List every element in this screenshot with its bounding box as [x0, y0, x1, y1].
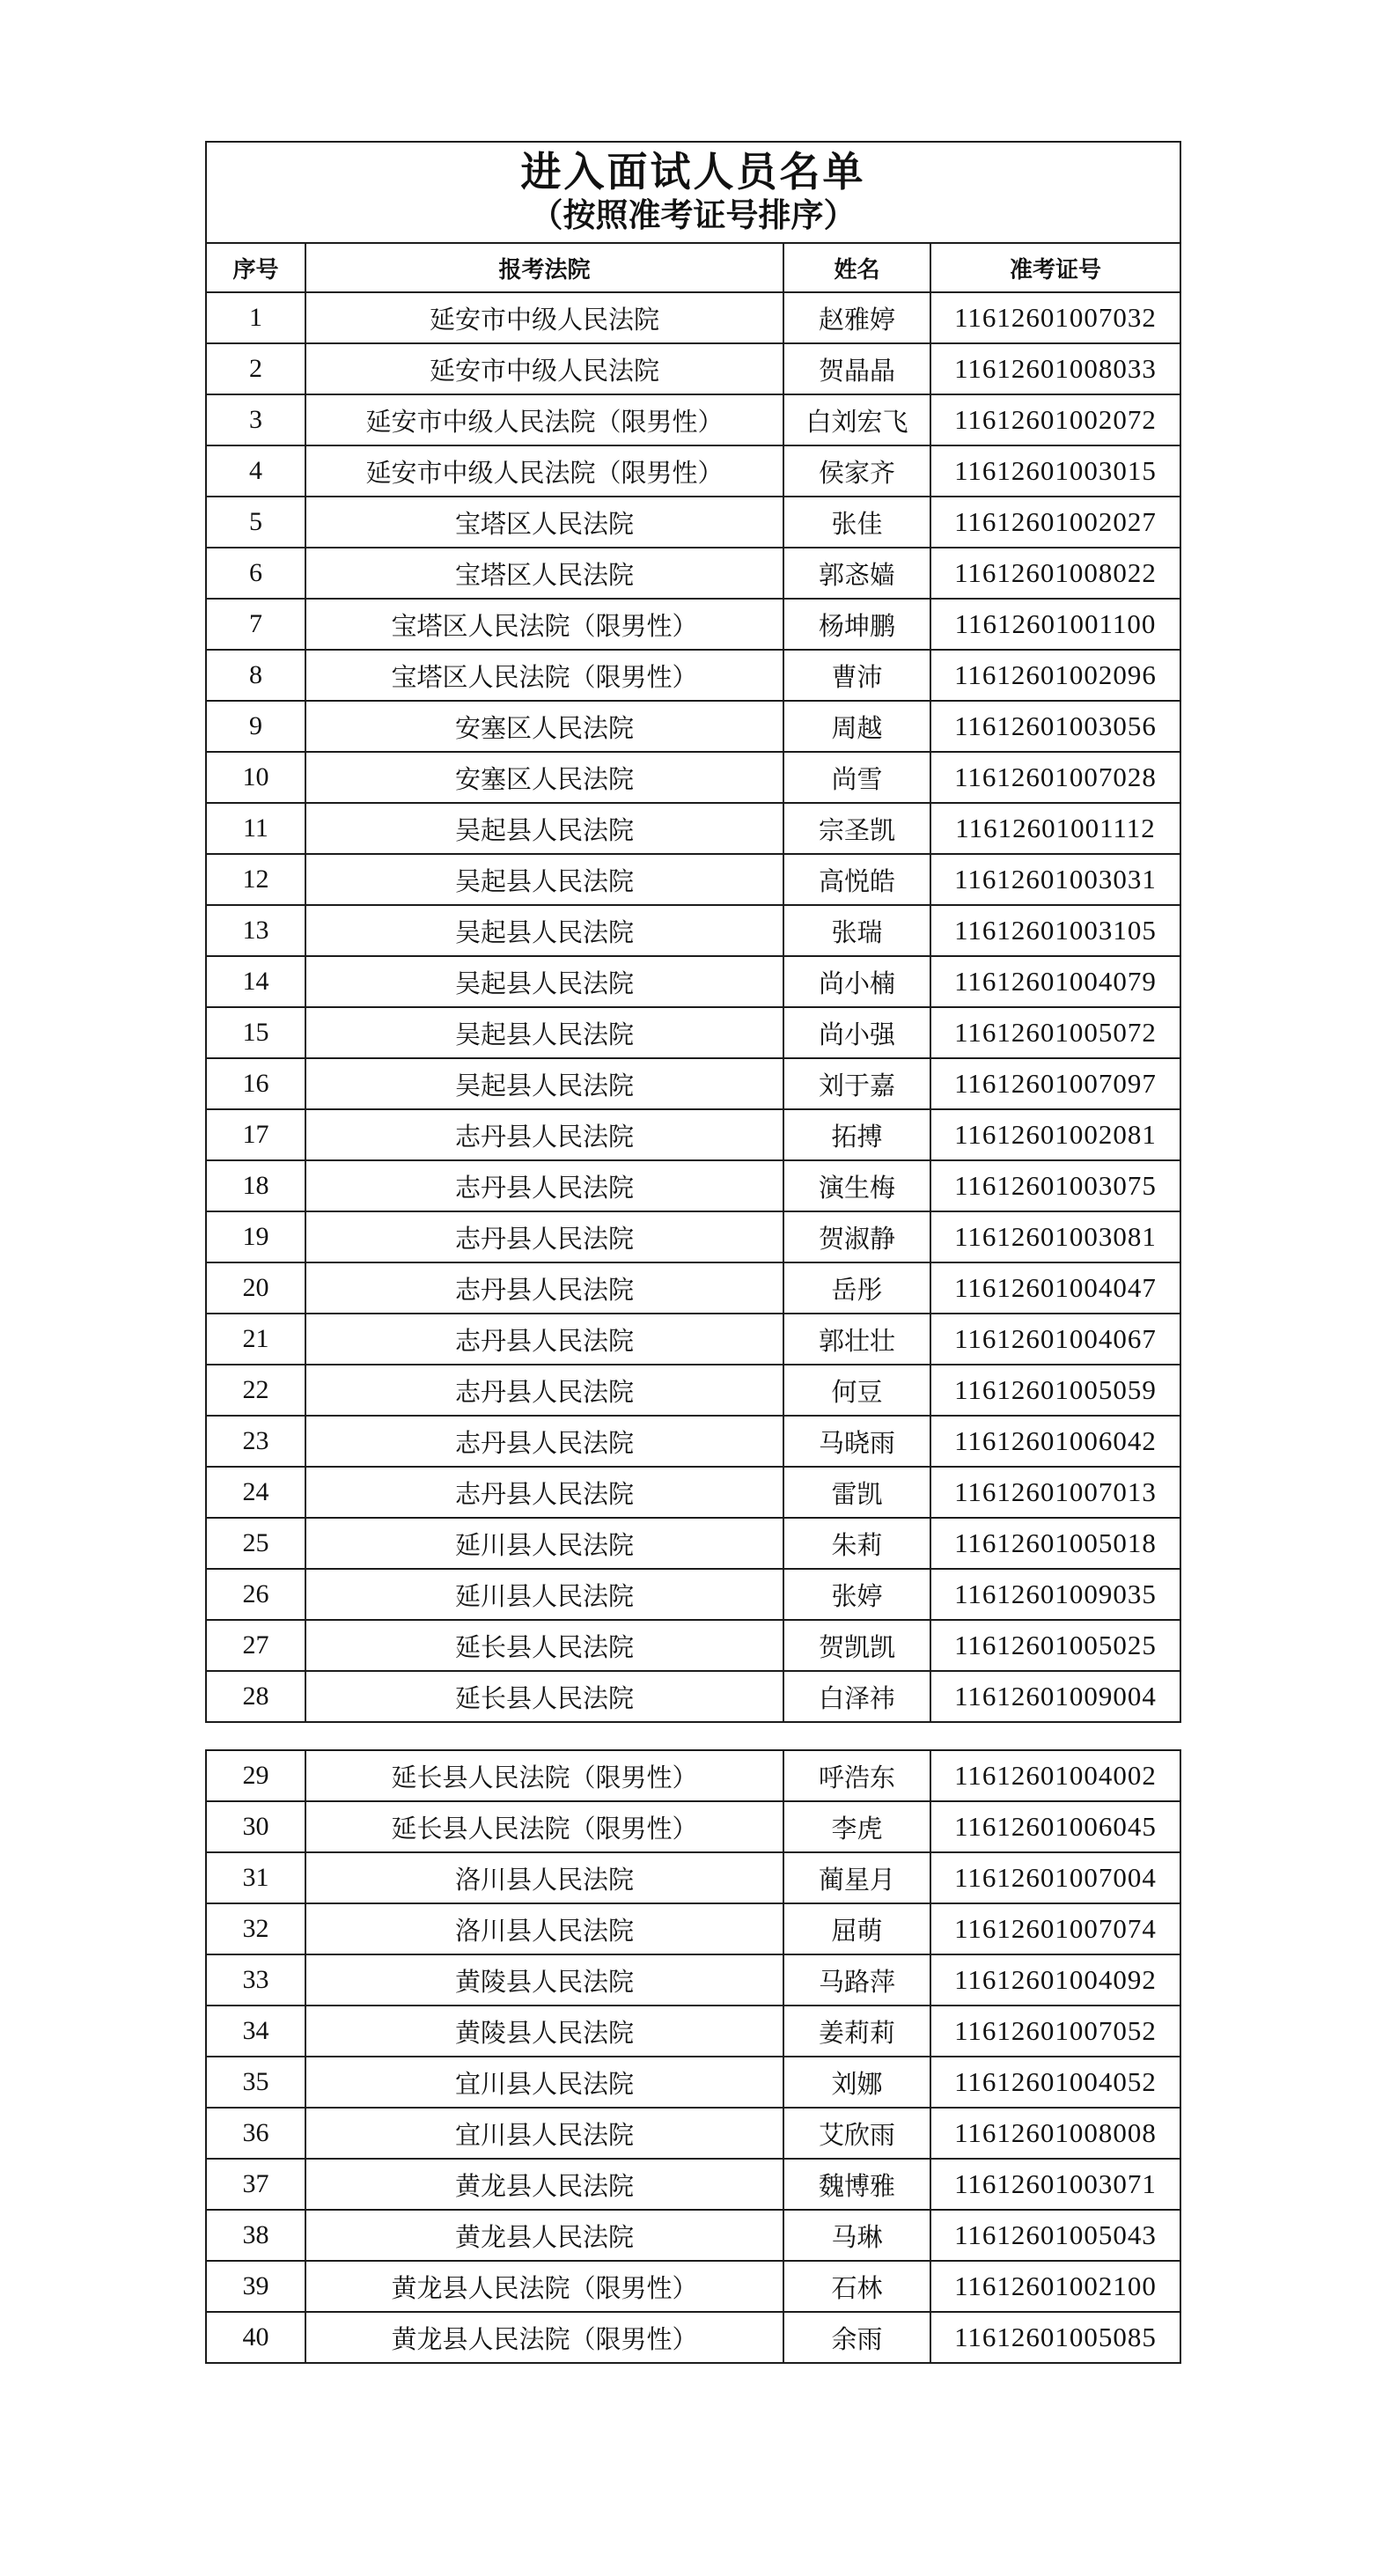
row-ticket-cell: 11612601001112 — [930, 803, 1180, 854]
row-court-cell: 黄龙县人民法院 — [305, 2159, 783, 2210]
interview-table-part-2 — [205, 1749, 1181, 2364]
row-court-cell: 黄龙县人民法院（限男性） — [305, 2261, 783, 2312]
row-ticket-cell: 11612601006045 — [930, 1801, 1180, 1852]
row-name-cell: 余雨 — [783, 2312, 930, 2363]
column-header-name: 姓名 — [783, 243, 930, 292]
row-name-cell: 拓搏 — [783, 1109, 930, 1160]
row-seq-cell: 36 — [206, 2108, 305, 2159]
row-ticket-cell: 11612601004052 — [930, 2057, 1180, 2108]
row-ticket-cell: 11612601007032 — [930, 292, 1180, 343]
row-seq-cell: 11 — [206, 803, 305, 854]
row-seq-cell: 15 — [206, 1007, 305, 1058]
row-court-cell: 吴起县人民法院 — [305, 1058, 783, 1109]
row-seq-cell: 1 — [206, 292, 305, 343]
row-court-cell: 志丹县人民法院 — [305, 1262, 783, 1314]
table-row — [206, 1620, 1180, 1671]
table-row — [206, 2057, 1180, 2108]
row-seq-cell: 35 — [206, 2057, 305, 2108]
row-name-cell: 马晓雨 — [783, 1416, 930, 1467]
row-seq-cell: 30 — [206, 1801, 305, 1852]
row-name-cell: 贺凯凯 — [783, 1620, 930, 1671]
row-court-cell: 志丹县人民法院 — [305, 1160, 783, 1211]
row-name-cell: 高悦皓 — [783, 854, 930, 905]
row-court-cell: 安塞区人民法院 — [305, 701, 783, 752]
table-row — [206, 701, 1180, 752]
table-row — [206, 394, 1180, 445]
row-court-cell: 志丹县人民法院 — [305, 1109, 783, 1160]
row-ticket-cell: 11612601003031 — [930, 854, 1180, 905]
row-court-cell: 洛川县人民法院 — [305, 1852, 783, 1903]
page-title: 进入面试人员名单 — [520, 149, 866, 195]
row-ticket-cell: 11612601004079 — [930, 956, 1180, 1007]
row-name-cell: 马路萍 — [783, 1954, 930, 2006]
table-row — [206, 1007, 1180, 1058]
row-ticket-cell: 11612601003071 — [930, 2159, 1180, 2210]
table-row — [206, 905, 1180, 956]
row-court-cell: 延长县人民法院 — [305, 1671, 783, 1722]
row-court-cell: 宜川县人民法院 — [305, 2057, 783, 2108]
title-row — [206, 142, 1180, 243]
page-subtitle: （按照准考证号排序） — [530, 197, 857, 234]
row-court-cell: 黄龙县人民法院（限男性） — [305, 2312, 783, 2363]
row-court-cell: 吴起县人民法院 — [305, 803, 783, 854]
row-ticket-cell: 11612601002027 — [930, 497, 1180, 548]
row-ticket-cell: 11612601004047 — [930, 1262, 1180, 1314]
row-name-cell: 屈萌 — [783, 1903, 930, 1954]
row-name-cell: 张婷 — [783, 1569, 930, 1620]
row-name-cell: 白泽祎 — [783, 1671, 930, 1722]
row-name-cell: 贺晶晶 — [783, 343, 930, 394]
table-row — [206, 1801, 1180, 1852]
row-name-cell: 赵雅婷 — [783, 292, 930, 343]
row-seq-cell: 37 — [206, 2159, 305, 2210]
row-seq-cell: 12 — [206, 854, 305, 905]
table-row — [206, 956, 1180, 1007]
row-ticket-cell: 11612601009004 — [930, 1671, 1180, 1722]
row-seq-cell: 19 — [206, 1211, 305, 1262]
row-ticket-cell: 11612601008008 — [930, 2108, 1180, 2159]
row-court-cell: 志丹县人民法院 — [305, 1365, 783, 1416]
interview-table-part-1 — [205, 141, 1181, 1723]
row-court-cell: 延川县人民法院 — [305, 1518, 783, 1569]
row-ticket-cell: 11612601007097 — [930, 1058, 1180, 1109]
row-seq-cell: 17 — [206, 1109, 305, 1160]
row-name-cell: 郭壮壮 — [783, 1314, 930, 1365]
interview-list — [205, 141, 1180, 2364]
row-seq-cell: 16 — [206, 1058, 305, 1109]
row-name-cell: 魏博雅 — [783, 2159, 930, 2210]
row-seq-cell: 3 — [206, 394, 305, 445]
row-seq-cell: 26 — [206, 1569, 305, 1620]
row-name-cell: 石林 — [783, 2261, 930, 2312]
table-row — [206, 2006, 1180, 2057]
table-row — [206, 1671, 1180, 1722]
table-row — [206, 1160, 1180, 1211]
row-court-cell: 延长县人民法院（限男性） — [305, 1801, 783, 1852]
row-seq-cell: 31 — [206, 1852, 305, 1903]
row-court-cell: 延长县人民法院 — [305, 1620, 783, 1671]
row-seq-cell: 39 — [206, 2261, 305, 2312]
row-name-cell: 杨坤鹏 — [783, 599, 930, 650]
row-name-cell: 岳彤 — [783, 1262, 930, 1314]
row-court-cell: 宝塔区人民法院（限男性） — [305, 650, 783, 701]
row-ticket-cell: 11612601007052 — [930, 2006, 1180, 2057]
row-ticket-cell: 11612601003075 — [930, 1160, 1180, 1211]
table-row — [206, 752, 1180, 803]
row-name-cell: 尚雪 — [783, 752, 930, 803]
row-seq-cell: 4 — [206, 445, 305, 497]
table-row — [206, 548, 1180, 599]
row-ticket-cell: 11612601008033 — [930, 343, 1180, 394]
table-row — [206, 1852, 1180, 1903]
row-court-cell: 延长县人民法院（限男性） — [305, 1750, 783, 1801]
row-name-cell: 张佳 — [783, 497, 930, 548]
row-ticket-cell: 11612601007013 — [930, 1467, 1180, 1518]
row-court-cell: 延安市中级人民法院（限男性） — [305, 394, 783, 445]
row-seq-cell: 10 — [206, 752, 305, 803]
row-court-cell: 吴起县人民法院 — [305, 854, 783, 905]
row-court-cell: 延安市中级人民法院 — [305, 343, 783, 394]
row-seq-cell: 38 — [206, 2210, 305, 2261]
row-ticket-cell: 11612601001100 — [930, 599, 1180, 650]
row-name-cell: 刘于嘉 — [783, 1058, 930, 1109]
row-ticket-cell: 11612601005085 — [930, 2312, 1180, 2363]
table-row — [206, 1365, 1180, 1416]
row-name-cell: 艾欣雨 — [783, 2108, 930, 2159]
row-seq-cell: 34 — [206, 2006, 305, 2057]
row-seq-cell: 23 — [206, 1416, 305, 1467]
table-row — [206, 2159, 1180, 2210]
row-name-cell: 蔺星月 — [783, 1852, 930, 1903]
table-row — [206, 2210, 1180, 2261]
row-court-cell: 延川县人民法院 — [305, 1569, 783, 1620]
row-ticket-cell: 11612601003081 — [930, 1211, 1180, 1262]
row-name-cell: 雷凯 — [783, 1467, 930, 1518]
row-name-cell: 白刘宏飞 — [783, 394, 930, 445]
row-ticket-cell: 11612601002072 — [930, 394, 1180, 445]
row-ticket-cell: 11612601005059 — [930, 1365, 1180, 1416]
row-seq-cell: 22 — [206, 1365, 305, 1416]
row-name-cell: 尚小强 — [783, 1007, 930, 1058]
table-row — [206, 2108, 1180, 2159]
table-row — [206, 1903, 1180, 1954]
row-seq-cell: 6 — [206, 548, 305, 599]
row-court-cell: 宝塔区人民法院 — [305, 548, 783, 599]
row-seq-cell: 21 — [206, 1314, 305, 1365]
table-row — [206, 292, 1180, 343]
table-row — [206, 2261, 1180, 2312]
row-seq-cell: 2 — [206, 343, 305, 394]
row-name-cell: 呼浩东 — [783, 1750, 930, 1801]
row-name-cell: 张瑞 — [783, 905, 930, 956]
table-row — [206, 445, 1180, 497]
row-name-cell: 曹沛 — [783, 650, 930, 701]
row-ticket-cell: 11612601004067 — [930, 1314, 1180, 1365]
table-title-cell — [206, 142, 1180, 243]
row-ticket-cell: 11612601004092 — [930, 1954, 1180, 2006]
row-seq-cell: 13 — [206, 905, 305, 956]
row-name-cell: 姜莉莉 — [783, 2006, 930, 2057]
row-seq-cell: 28 — [206, 1671, 305, 1722]
table-row — [206, 1262, 1180, 1314]
row-ticket-cell: 11612601008022 — [930, 548, 1180, 599]
table-row — [206, 1518, 1180, 1569]
table-row — [206, 2312, 1180, 2363]
row-court-cell: 宝塔区人民法院 — [305, 497, 783, 548]
row-name-cell: 何豆 — [783, 1365, 930, 1416]
row-court-cell: 志丹县人民法院 — [305, 1314, 783, 1365]
row-seq-cell: 9 — [206, 701, 305, 752]
row-ticket-cell: 11612601007004 — [930, 1852, 1180, 1903]
row-seq-cell: 33 — [206, 1954, 305, 2006]
table-row — [206, 650, 1180, 701]
table-row — [206, 1569, 1180, 1620]
table-row — [206, 1416, 1180, 1467]
row-court-cell: 志丹县人民法院 — [305, 1467, 783, 1518]
row-seq-cell: 32 — [206, 1903, 305, 1954]
table-row — [206, 854, 1180, 905]
row-ticket-cell: 11612601003056 — [930, 701, 1180, 752]
table-row — [206, 343, 1180, 394]
row-court-cell: 吴起县人民法院 — [305, 956, 783, 1007]
row-court-cell: 志丹县人民法院 — [305, 1211, 783, 1262]
column-header-ticket: 准考证号 — [930, 243, 1180, 292]
row-name-cell: 演生梅 — [783, 1160, 930, 1211]
row-court-cell: 吴起县人民法院 — [305, 1007, 783, 1058]
row-name-cell: 尚小楠 — [783, 956, 930, 1007]
row-name-cell: 朱莉 — [783, 1518, 930, 1569]
row-ticket-cell: 11612601002096 — [930, 650, 1180, 701]
row-seq-cell: 20 — [206, 1262, 305, 1314]
row-name-cell: 刘娜 — [783, 2057, 930, 2108]
row-court-cell: 志丹县人民法院 — [305, 1416, 783, 1467]
row-name-cell: 侯家齐 — [783, 445, 930, 497]
row-ticket-cell: 11612601006042 — [930, 1416, 1180, 1467]
column-header-court: 报考法院 — [305, 243, 783, 292]
table-row — [206, 1467, 1180, 1518]
row-name-cell: 贺淑静 — [783, 1211, 930, 1262]
row-ticket-cell: 11612601002081 — [930, 1109, 1180, 1160]
row-ticket-cell: 11612601002100 — [930, 2261, 1180, 2312]
row-ticket-cell: 11612601004002 — [930, 1750, 1180, 1801]
table-row — [206, 1211, 1180, 1262]
row-ticket-cell: 11612601009035 — [930, 1569, 1180, 1620]
row-ticket-cell: 11612601003015 — [930, 445, 1180, 497]
row-court-cell: 安塞区人民法院 — [305, 752, 783, 803]
table-row — [206, 1058, 1180, 1109]
row-seq-cell: 5 — [206, 497, 305, 548]
column-header-row — [206, 243, 1180, 292]
row-court-cell: 黄陵县人民法院 — [305, 2006, 783, 2057]
row-court-cell: 延安市中级人民法院（限男性） — [305, 445, 783, 497]
table-row — [206, 1750, 1180, 1801]
row-seq-cell: 7 — [206, 599, 305, 650]
row-seq-cell: 14 — [206, 956, 305, 1007]
row-court-cell: 宝塔区人民法院（限男性） — [305, 599, 783, 650]
row-ticket-cell: 11612601007028 — [930, 752, 1180, 803]
table-row — [206, 1109, 1180, 1160]
row-ticket-cell: 11612601005043 — [930, 2210, 1180, 2261]
table-row — [206, 599, 1180, 650]
row-seq-cell: 29 — [206, 1750, 305, 1801]
row-court-cell: 延安市中级人民法院 — [305, 292, 783, 343]
row-name-cell: 李虎 — [783, 1801, 930, 1852]
row-ticket-cell: 11612601005018 — [930, 1518, 1180, 1569]
table-row — [206, 497, 1180, 548]
table-row — [206, 1314, 1180, 1365]
row-seq-cell: 24 — [206, 1467, 305, 1518]
row-name-cell: 郭忞嫱 — [783, 548, 930, 599]
row-court-cell: 黄龙县人民法院 — [305, 2210, 783, 2261]
row-seq-cell: 27 — [206, 1620, 305, 1671]
row-court-cell: 吴起县人民法院 — [305, 905, 783, 956]
column-header-seq: 序号 — [206, 243, 305, 292]
row-seq-cell: 8 — [206, 650, 305, 701]
row-court-cell: 黄陵县人民法院 — [305, 1954, 783, 2006]
table-row — [206, 803, 1180, 854]
row-name-cell: 周越 — [783, 701, 930, 752]
table-row — [206, 1954, 1180, 2006]
row-seq-cell: 18 — [206, 1160, 305, 1211]
row-name-cell: 马琳 — [783, 2210, 930, 2261]
row-seq-cell: 40 — [206, 2312, 305, 2363]
row-ticket-cell: 11612601005072 — [930, 1007, 1180, 1058]
row-ticket-cell: 11612601007074 — [930, 1903, 1180, 1954]
row-ticket-cell: 11612601005025 — [930, 1620, 1180, 1671]
row-name-cell: 宗圣凯 — [783, 803, 930, 854]
row-court-cell: 宜川县人民法院 — [305, 2108, 783, 2159]
row-court-cell: 洛川县人民法院 — [305, 1903, 783, 1954]
row-seq-cell: 25 — [206, 1518, 305, 1569]
row-ticket-cell: 11612601003105 — [930, 905, 1180, 956]
